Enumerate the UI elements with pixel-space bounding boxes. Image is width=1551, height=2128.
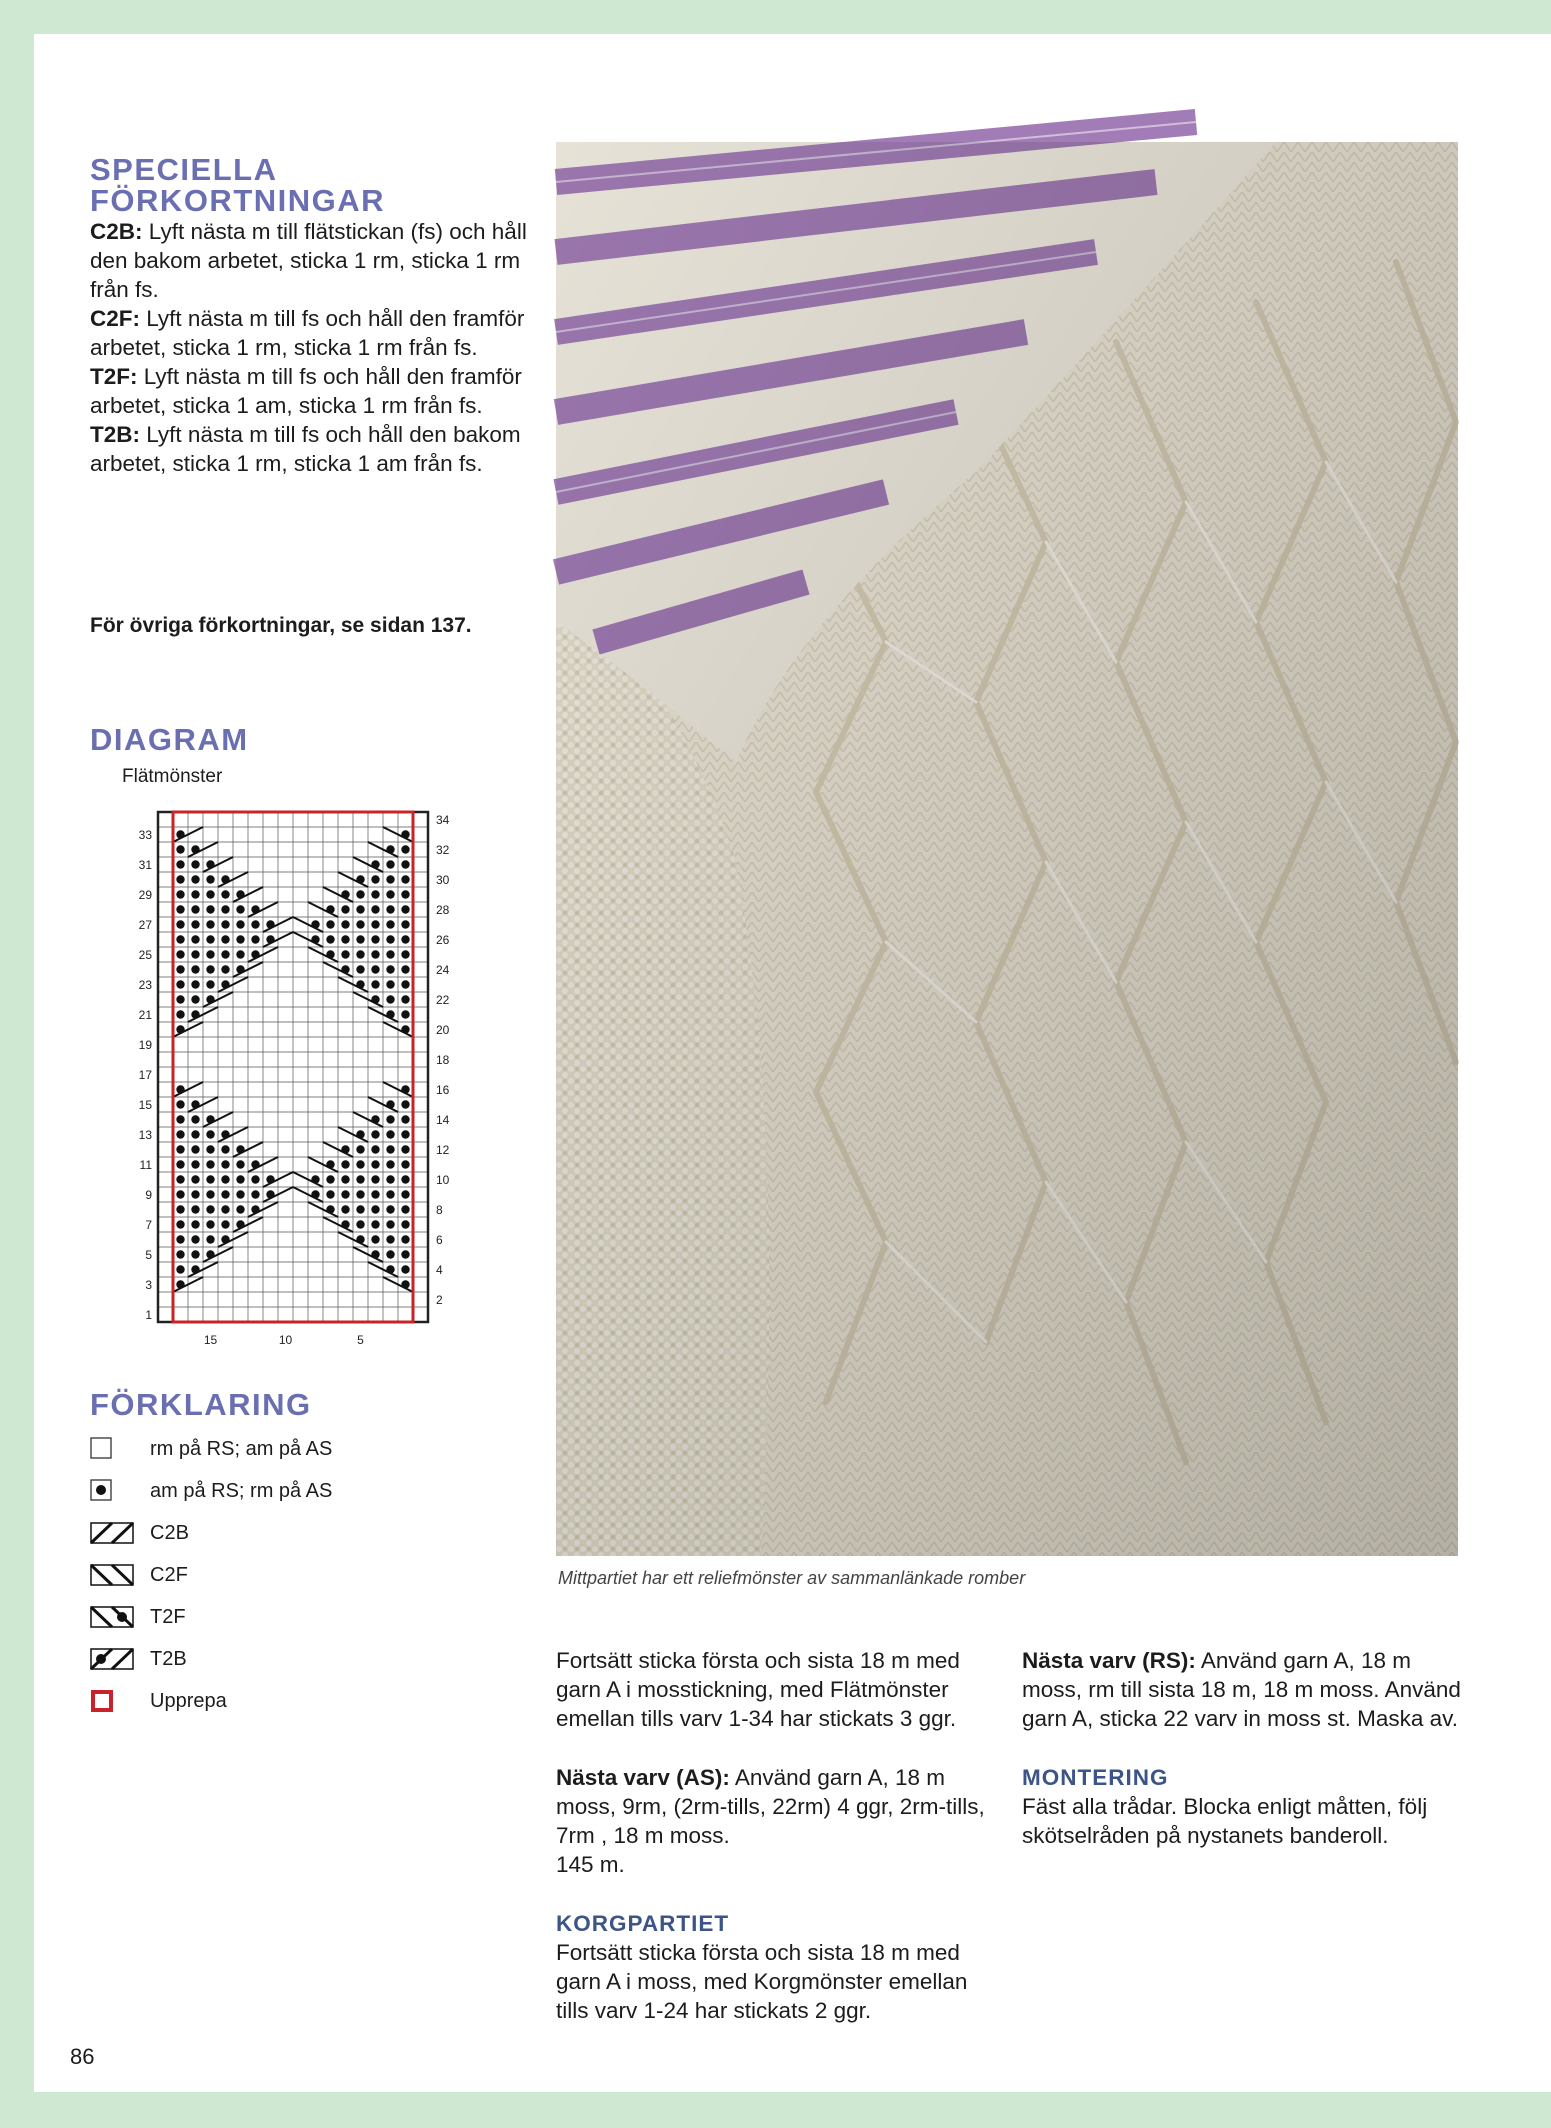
purl-stitch: [191, 1145, 199, 1153]
purl-stitch: [221, 935, 229, 943]
purl-stitch: [371, 1175, 379, 1183]
purl-stitch: [191, 1235, 199, 1243]
purl-stitch: [401, 1175, 409, 1183]
purl-stitch: [236, 1190, 244, 1198]
abbreviation-code: T2F:: [90, 364, 138, 389]
c2f-cable-icon: [90, 1561, 138, 1589]
row-number-right: 32: [436, 843, 450, 857]
purl-stitch: [206, 965, 214, 973]
purl-stitch: [401, 1115, 409, 1123]
stitch-number: 15: [203, 1333, 218, 1347]
purl-stitch: [206, 1145, 214, 1153]
purl-stitch: [221, 1220, 229, 1228]
row-number-right: 22: [436, 993, 450, 1007]
purl-stitch: [176, 905, 184, 913]
legend-label: rm på RS; am på AS: [150, 1437, 333, 1460]
purl-stitch: [371, 1130, 379, 1138]
purl-stitch: [386, 860, 394, 868]
purl-stitch: [386, 1160, 394, 1168]
row-number-left: 9: [145, 1188, 152, 1202]
abbreviation-text: Lyft nästa m till fs och håll den framför arbetet, sticka 1 rm, sticka 1 rm från fs.: [90, 306, 525, 360]
abbreviations-section: [90, 154, 560, 478]
purl-stitch: [386, 1175, 394, 1183]
purl-stitch: [371, 1205, 379, 1213]
purl-stitch: [341, 1160, 349, 1168]
purl-dot-icon: [90, 1477, 138, 1505]
purl-stitch: [206, 980, 214, 988]
purl-stitch: [191, 950, 199, 958]
purl-stitch: [176, 935, 184, 943]
legend-label: am på RS; rm på AS: [150, 1479, 333, 1502]
purl-stitch: [401, 890, 409, 898]
row-number-right: 30: [436, 873, 450, 887]
t2f-twist-icon: [90, 1603, 138, 1631]
purl-stitch: [251, 920, 259, 928]
row-number-left: 1: [145, 1308, 152, 1322]
purl-stitch: [386, 995, 394, 1003]
row-number-left: 13: [138, 1128, 152, 1142]
row-number-left: 15: [138, 1098, 152, 1112]
diagram-heading: DIAGRAM: [90, 722, 249, 757]
purl-stitch: [386, 1190, 394, 1198]
purl-stitch: [221, 950, 229, 958]
row-number-left: 5: [145, 1248, 152, 1262]
row-number-right: 18: [436, 1053, 450, 1067]
purl-stitch: [176, 980, 184, 988]
purl-stitch: [356, 1145, 364, 1153]
purl-stitch: [341, 1175, 349, 1183]
legend-item: [90, 1602, 186, 1632]
row-number-right: 12: [436, 1143, 450, 1157]
purl-stitch: [386, 1130, 394, 1138]
row-number-left: 23: [138, 978, 152, 992]
purl-stitch: [176, 1160, 184, 1168]
purl-stitch: [236, 905, 244, 913]
purl-stitch: [206, 1205, 214, 1213]
row-number-left: 27: [138, 918, 152, 932]
purl-stitch: [176, 1145, 184, 1153]
purl-stitch: [176, 1100, 184, 1108]
purl-stitch: [221, 905, 229, 913]
purl-stitch: [176, 890, 184, 898]
purl-stitch: [176, 1250, 184, 1258]
purl-stitch: [401, 860, 409, 868]
purl-stitch: [386, 1250, 394, 1258]
purl-stitch: [191, 1115, 199, 1123]
purl-stitch: [176, 1175, 184, 1183]
legend-item: [90, 1434, 332, 1464]
purl-stitch: [206, 875, 214, 883]
purl-stitch: [386, 950, 394, 958]
purl-stitch: [401, 1010, 409, 1018]
purl-stitch: [251, 935, 259, 943]
purl-stitch: [251, 1190, 259, 1198]
purl-stitch: [236, 1175, 244, 1183]
row-number-left: 19: [138, 1038, 152, 1052]
instruction-paragraph: [1022, 1646, 1462, 1733]
abbreviations-heading-line1: SPECIELLA: [90, 152, 278, 187]
legend-item: [90, 1518, 189, 1548]
purl-stitch: [356, 890, 364, 898]
purl-stitch: [341, 1205, 349, 1213]
row-number-left: 25: [138, 948, 152, 962]
blanket-photo: [556, 142, 1458, 1556]
abbreviation-c2f: [90, 304, 560, 362]
purl-stitch: [401, 1145, 409, 1153]
purl-stitch: [206, 920, 214, 928]
purl-stitch: [191, 875, 199, 883]
purl-stitch: [371, 875, 379, 883]
purl-stitch: [176, 875, 184, 883]
abbreviations-heading: [90, 154, 560, 216]
purl-stitch: [356, 1175, 364, 1183]
purl-stitch: [206, 1130, 214, 1138]
purl-stitch: [401, 875, 409, 883]
abbreviation-code: C2F:: [90, 306, 140, 331]
purl-stitch: [221, 1175, 229, 1183]
purl-stitch: [356, 905, 364, 913]
row-number-right: 6: [436, 1233, 443, 1247]
purl-stitch: [401, 1265, 409, 1273]
section-title-montering: MONTERING: [1022, 1765, 1169, 1790]
purl-stitch: [176, 920, 184, 928]
instruction-text: Använd garn A, 18 m moss, rm till sista 18 m, 18 m moss. Använd garn A, sticka 22 varv in moss st. Maska av.: [1022, 1648, 1461, 1731]
purl-stitch: [191, 1130, 199, 1138]
purl-stitch: [176, 950, 184, 958]
purl-stitch: [341, 920, 349, 928]
purl-stitch: [401, 920, 409, 928]
purl-stitch: [356, 1205, 364, 1213]
legend-label: T2B: [150, 1647, 187, 1670]
purl-stitch: [371, 1160, 379, 1168]
purl-stitch: [191, 1250, 199, 1258]
purl-stitch: [386, 1205, 394, 1213]
purl-stitch: [401, 995, 409, 1003]
purl-stitch: [176, 1010, 184, 1018]
purl-stitch: [236, 935, 244, 943]
purl-stitch: [326, 1190, 334, 1198]
purl-stitch: [371, 1235, 379, 1243]
legend-label: C2F: [150, 1563, 188, 1586]
cable-chart: [74, 774, 450, 1374]
purl-stitch: [401, 980, 409, 988]
purl-stitch: [221, 1145, 229, 1153]
legend-item: [90, 1476, 332, 1506]
legend-label: Upprepa: [150, 1689, 227, 1712]
row-number-right: 26: [436, 933, 450, 947]
purl-stitch: [176, 1130, 184, 1138]
instruction-paragraph: Fäst alla trådar. Blocka enligt måtten, följ skötselråden på nystanets banderoll.: [1022, 1794, 1428, 1848]
purl-stitch: [176, 1190, 184, 1198]
purl-stitch: [401, 965, 409, 973]
purl-stitch: [341, 935, 349, 943]
purl-stitch: [371, 1220, 379, 1228]
purl-stitch: [176, 860, 184, 868]
purl-stitch: [371, 935, 379, 943]
stitch-count: 145 m.: [556, 1852, 625, 1877]
purl-stitch: [206, 1160, 214, 1168]
legend-heading: FÖRKLARING: [90, 1387, 312, 1422]
purl-stitch: [356, 935, 364, 943]
purl-stitch: [206, 1175, 214, 1183]
purl-stitch: [386, 980, 394, 988]
abbreviation-text: Lyft nästa m till fs och håll den framför arbetet, sticka 1 am, sticka 1 rm från fs.: [90, 364, 522, 418]
purl-stitch: [206, 935, 214, 943]
purl-stitch: [236, 920, 244, 928]
purl-stitch: [341, 950, 349, 958]
purl-stitch: [176, 1205, 184, 1213]
purl-stitch: [386, 965, 394, 973]
purl-stitch: [401, 1160, 409, 1168]
purl-stitch: [206, 1220, 214, 1228]
instructions-column-right: [1022, 1646, 1462, 1880]
instruction-paragraph: Fortsätt sticka första och sista 18 m med garn A i moss, med Korgmönster emellan tills varv 1-24 har stickats 2 ggr.: [556, 1940, 968, 2023]
row-number-left: 31: [138, 858, 152, 872]
purl-stitch: [236, 1160, 244, 1168]
purl-stitch: [386, 1220, 394, 1228]
purl-stitch: [356, 1190, 364, 1198]
purl-stitch: [236, 1205, 244, 1213]
row-label: Nästa varv (AS):: [556, 1765, 730, 1790]
purl-stitch: [191, 1205, 199, 1213]
purl-stitch: [401, 1250, 409, 1258]
instruction-paragraph: Fortsätt sticka första och sista 18 m med garn A i mosstickning, med Flätmönster emellan tills varv 1-34 har stickats 3 ggr.: [556, 1648, 960, 1731]
page: [34, 34, 1551, 2092]
stitch-number: 5: [357, 1333, 364, 1347]
purl-stitch: [401, 1190, 409, 1198]
purl-stitch: [401, 935, 409, 943]
t2b-twist-icon: [90, 1645, 138, 1673]
abbreviation-code: C2B:: [90, 219, 143, 244]
abbreviation-text: Lyft nästa m till flätstickan (fs) och håll den bakom arbetet, sticka 1 rm, sticka 1 rm från fs.: [90, 219, 527, 302]
repeat-box-icon: [90, 1687, 138, 1715]
purl-stitch: [341, 1190, 349, 1198]
abbreviations-heading-line2: FÖRKORTNINGAR: [90, 183, 386, 218]
purl-stitch: [401, 1235, 409, 1243]
row-number-left: 11: [139, 1158, 152, 1172]
purl-stitch: [221, 920, 229, 928]
purl-stitch: [236, 950, 244, 958]
purl-stitch: [386, 905, 394, 913]
purl-stitch: [401, 845, 409, 853]
purl-stitch: [356, 920, 364, 928]
knit-square-icon: [90, 1435, 138, 1463]
row-number-right: 2: [436, 1293, 443, 1307]
purl-stitch: [176, 845, 184, 853]
abbreviation-t2b: [90, 420, 560, 478]
abbreviation-text: Lyft nästa m till fs och håll den bakom arbetet, sticka 1 rm, sticka 1 am från fs.: [90, 422, 521, 476]
row-label: Nästa varv (RS):: [1022, 1648, 1196, 1673]
purl-stitch: [176, 1265, 184, 1273]
legend-list: [90, 1434, 390, 1754]
purl-stitch: [206, 1235, 214, 1243]
purl-stitch: [386, 1145, 394, 1153]
purl-stitch: [386, 935, 394, 943]
row-number-left: 29: [138, 888, 152, 902]
legend-label: T2F: [150, 1605, 186, 1628]
row-number-left: 17: [138, 1068, 152, 1082]
purl-stitch: [206, 890, 214, 898]
purl-stitch: [371, 905, 379, 913]
row-number-right: 14: [436, 1113, 450, 1127]
purl-stitch: [221, 965, 229, 973]
purl-stitch: [356, 1220, 364, 1228]
page-number: 86: [70, 2044, 95, 2069]
row-number-right: 28: [436, 903, 450, 917]
legend-label: C2B: [150, 1521, 189, 1544]
abbreviations-note: För övriga förkortningar, se sidan 137.: [90, 614, 472, 637]
row-number-right: 24: [436, 963, 450, 977]
purl-stitch: [176, 995, 184, 1003]
purl-stitch: [401, 1205, 409, 1213]
row-number-right: 10: [436, 1173, 450, 1187]
abbreviation-list: [90, 217, 560, 478]
purl-stitch: [191, 995, 199, 1003]
photo-caption: Mittpartiet har ett reliefmönster av sammanlänkade romber: [558, 1568, 1026, 1588]
c2b-cable-icon: [90, 1519, 138, 1547]
purl-stitch: [176, 1235, 184, 1243]
purl-stitch: [206, 950, 214, 958]
legend-item: [90, 1644, 187, 1674]
instruction-paragraph: [556, 1763, 996, 1879]
purl-stitch: [401, 1220, 409, 1228]
row-number-right: 8: [436, 1203, 443, 1217]
purl-stitch: [191, 860, 199, 868]
purl-stitch: [191, 890, 199, 898]
legend-item: [90, 1560, 188, 1590]
purl-stitch: [386, 890, 394, 898]
purl-stitch: [401, 1100, 409, 1108]
purl-stitch: [386, 1115, 394, 1123]
section-title-korgpartiet: KORGPARTIET: [556, 1911, 730, 1936]
purl-stitch: [371, 1190, 379, 1198]
purl-stitch: [401, 1130, 409, 1138]
row-number-left: 7: [145, 1218, 152, 1232]
purl-stitch: [371, 965, 379, 973]
abbreviation-code: T2B:: [90, 422, 140, 447]
purl-stitch: [356, 1160, 364, 1168]
purl-stitch: [326, 935, 334, 943]
purl-stitch: [176, 1115, 184, 1123]
purl-stitch: [371, 980, 379, 988]
purl-stitch: [206, 1190, 214, 1198]
row-number-left: 3: [145, 1278, 152, 1292]
stitch-number: 10: [278, 1333, 293, 1347]
purl-stitch: [341, 905, 349, 913]
purl-stitch: [176, 1220, 184, 1228]
purl-stitch: [326, 920, 334, 928]
abbreviation-c2b: [90, 217, 560, 304]
purl-stitch: [221, 1205, 229, 1213]
purl-stitch: [371, 1145, 379, 1153]
purl-stitch: [221, 1160, 229, 1168]
instructions-column-left: [556, 1646, 996, 2055]
row-number-left: 33: [138, 828, 152, 842]
purl-stitch: [191, 1160, 199, 1168]
purl-stitch: [356, 965, 364, 973]
purl-stitch: [206, 905, 214, 913]
legend-item: [90, 1686, 227, 1716]
purl-stitch: [371, 890, 379, 898]
purl-stitch: [371, 950, 379, 958]
purl-stitch: [191, 905, 199, 913]
purl-stitch: [251, 1175, 259, 1183]
purl-stitch: [191, 1175, 199, 1183]
row-number-right: 4: [436, 1263, 443, 1277]
purl-stitch: [386, 1235, 394, 1243]
purl-stitch: [386, 920, 394, 928]
purl-stitch: [356, 950, 364, 958]
row-number-right: 20: [436, 1023, 450, 1037]
purl-stitch: [191, 1190, 199, 1198]
purl-stitch: [191, 980, 199, 988]
purl-stitch: [191, 965, 199, 973]
purl-stitch: [326, 1175, 334, 1183]
purl-stitch: [191, 920, 199, 928]
purl-stitch: [386, 875, 394, 883]
purl-stitch: [371, 920, 379, 928]
purl-stitch: [401, 905, 409, 913]
chart-title: Flätmönster: [122, 766, 223, 787]
abbreviation-t2f: [90, 362, 560, 420]
row-number-right: 16: [436, 1083, 450, 1097]
purl-stitch: [221, 890, 229, 898]
purl-stitch: [176, 965, 184, 973]
purl-stitch: [401, 950, 409, 958]
instruction-text: Använd garn A, 18 m moss, 9rm, (2rm-tills, 22rm) 4 ggr, 2rm-tills, 7rm , 18 m moss.: [556, 1765, 985, 1848]
row-number-left: 21: [138, 1008, 152, 1022]
purl-stitch: [221, 1190, 229, 1198]
row-number-right: 34: [436, 813, 450, 827]
purl-stitch: [191, 935, 199, 943]
purl-stitch: [191, 1220, 199, 1228]
